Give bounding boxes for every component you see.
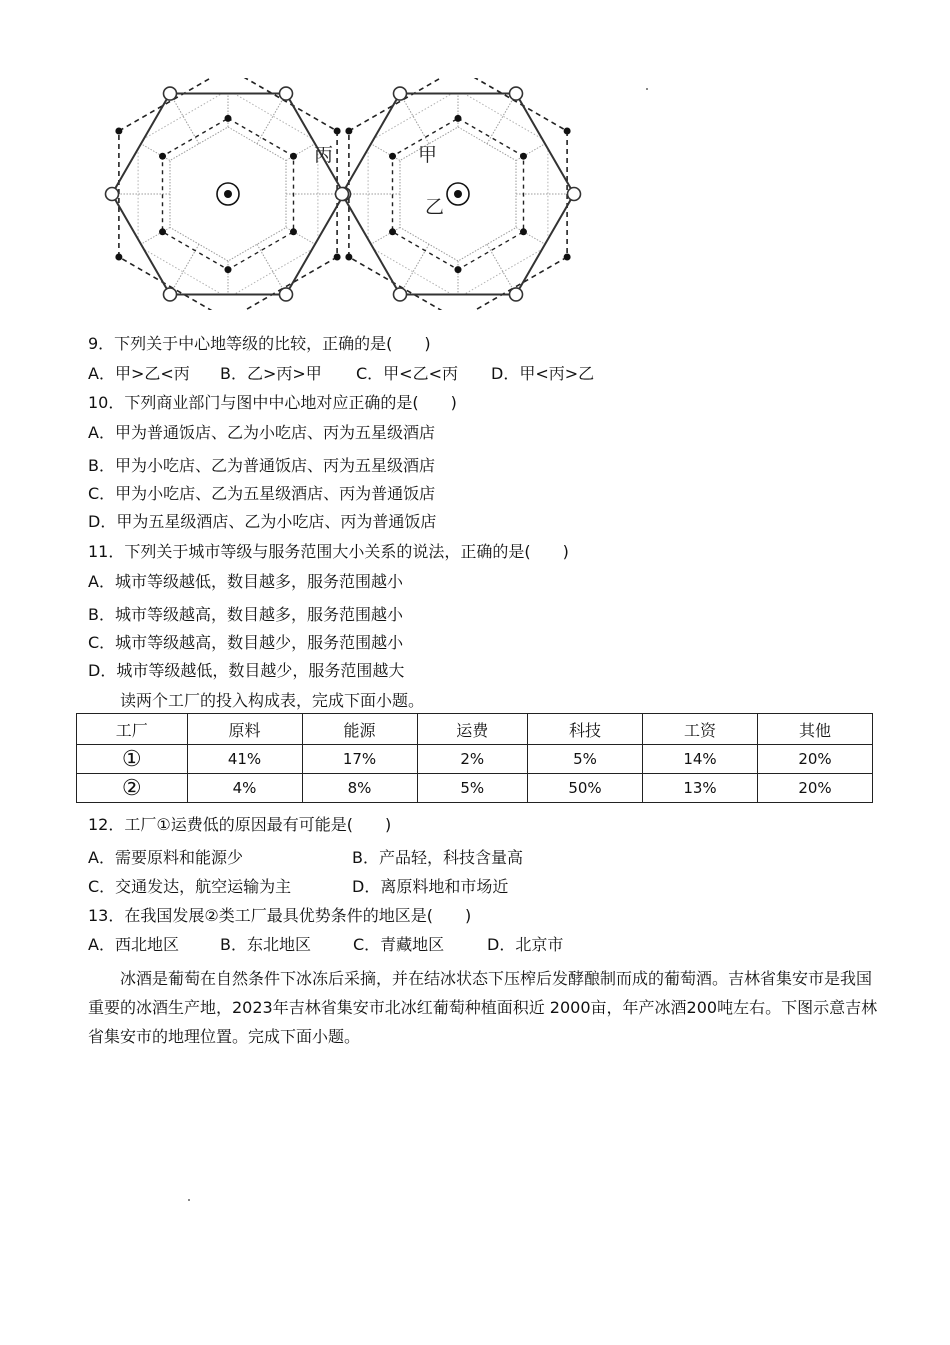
mid-order-center-circle (510, 87, 523, 100)
passage-icewine: 冰酒是葡萄在自然条件下冰冻后采摘，并在结冰状态下压榨后发酵酿制而成的葡萄酒。吉林省集安市是我国重要的冰酒生产地，2023年吉林省集安市北冰红葡萄种植面积近 2000亩，年产冰酒200吨左右。下图示意吉林省集安市的地理位置。完成下面小题。 (88, 969, 878, 1046)
q13-option-a: A．西北地区 (88, 935, 179, 954)
table-cell: ② (77, 774, 188, 803)
q11-option-b: B．城市等级越高，数目越多，服务范围越小 (88, 605, 403, 624)
q10-stem: 10．下列商业部门与图中中心地对应正确的是( ) (88, 393, 457, 412)
table-header-cell: 能源 (302, 714, 417, 745)
mid-order-center-circle (280, 87, 293, 100)
table-header-cell: 原料 (187, 714, 302, 745)
q11-option-a: A．城市等级越低，数目越多，服务范围越小 (88, 572, 403, 591)
table-row (77, 774, 873, 803)
low-order-center-dot (225, 266, 232, 273)
table-cell: ① (77, 745, 188, 774)
table-cell: 5% (417, 774, 528, 803)
table-header-cell: 科技 (528, 714, 643, 745)
table-cell: 14% (643, 745, 758, 774)
table-header-cell: 运费 (417, 714, 528, 745)
low-order-center-dot (159, 153, 166, 160)
mid-order-center-circle (336, 188, 349, 201)
mid-order-center-circle (510, 288, 523, 301)
q11-option-d: D．城市等级越低，数目越少，服务范围越大 (88, 661, 405, 680)
q9-stem: 9．下列关于中心地等级的比较，正确的是( ) (88, 334, 431, 353)
table-header-cell: 其他 (758, 714, 873, 745)
q12-option-d: D．离原料地和市场近 (352, 877, 509, 896)
central-place-hexagon-diagram (100, 78, 590, 310)
table-cell: 4% (187, 774, 302, 803)
low-order-center-dot (455, 266, 462, 273)
q13-option-b: B．东北地区 (220, 935, 311, 954)
table-cell: 50% (528, 774, 643, 803)
mid-order-center-circle (394, 87, 407, 100)
table-header-cell: 工资 (643, 714, 758, 745)
table-cell: 13% (643, 774, 758, 803)
table-cell: 20% (758, 774, 873, 803)
low-order-center-dot (389, 153, 396, 160)
factory-input-table (76, 713, 873, 803)
q10-option-a: A．甲为普通饭店、乙为小吃店、丙为五星级酒店 (88, 423, 435, 442)
table-cell: 20% (758, 745, 873, 774)
mid-order-center-circle (568, 188, 581, 201)
low-order-center-dot (520, 153, 527, 160)
table-cell: 2% (417, 745, 528, 774)
q13-option-c: C．青藏地区 (353, 935, 445, 954)
table-cell: 17% (302, 745, 417, 774)
table-cell: 8% (302, 774, 417, 803)
low-order-center-dot (345, 128, 352, 135)
low-order-center-dot (290, 228, 297, 235)
low-order-center-dot (334, 128, 341, 135)
low-order-center-dot (159, 228, 166, 235)
q10-option-d: D．甲为五星级酒店、乙为小吃店、丙为普通饭店 (88, 512, 437, 531)
low-order-center-dot (115, 254, 122, 261)
table-cell: 41% (187, 745, 302, 774)
q10-option-b: B．甲为小吃店、乙为普通饭店、丙为五星级酒店 (88, 456, 435, 475)
low-order-center-dot (225, 115, 232, 122)
low-order-center-dot (389, 228, 396, 235)
q11-stem: 11．下列关于城市等级与服务范围大小关系的说法，正确的是( ) (88, 542, 569, 561)
table-row (77, 745, 873, 774)
q9-option-c: C．甲<乙<丙 (356, 364, 458, 383)
low-order-center-dot (345, 254, 352, 261)
q10-option-c: C．甲为小吃店、乙为五星级酒店、丙为普通饭店 (88, 484, 436, 503)
q13-option-d: D．北京市 (487, 935, 564, 954)
low-order-center-dot (290, 153, 297, 160)
q12-option-b: B．产品轻，科技含量高 (352, 848, 523, 867)
mid-order-center-circle (394, 288, 407, 301)
low-order-center-dot (115, 128, 122, 135)
q12-option-c: C．交通发达，航空运输为主 (88, 877, 292, 896)
mid-order-center-circle (280, 288, 293, 301)
low-order-center-dot (520, 228, 527, 235)
high-order-center-dot (454, 190, 462, 198)
table-header-row (77, 714, 873, 745)
mid-order-center-circle (164, 288, 177, 301)
table-intro: 读两个工厂的投入构成表，完成下面小题。 (120, 691, 425, 710)
low-order-center-dot (564, 128, 571, 135)
label-yi: 乙 (425, 196, 445, 218)
high-order-center-dot (224, 190, 232, 198)
q11-option-c: C．城市等级越高，数目越少，服务范围越小 (88, 633, 404, 652)
label-bing: 丙 (314, 144, 334, 166)
mid-order-center-circle (164, 87, 177, 100)
q13-stem: 13．在我国发展②类工厂最具优势条件的地区是( ) (88, 906, 472, 925)
table-cell: 5% (528, 745, 643, 774)
q9-option-d: D．甲<丙>乙 (491, 364, 595, 383)
label-jia: 甲 (418, 144, 438, 166)
low-order-center-dot (455, 115, 462, 122)
q9-option-a: A．甲>乙<丙 (88, 364, 190, 383)
table-header-cell: 工厂 (77, 714, 188, 745)
q12-stem: 12．工厂①运费低的原因最有可能是( ) (88, 815, 392, 834)
scan-speck (646, 88, 648, 90)
q12-option-a: A．需要原料和能源少 (88, 848, 243, 867)
mid-order-center-circle (106, 188, 119, 201)
scan-speck (188, 1199, 190, 1201)
low-order-center-dot (564, 254, 571, 261)
low-order-center-dot (334, 254, 341, 261)
q9-option-b: B．乙>丙>甲 (220, 364, 322, 383)
